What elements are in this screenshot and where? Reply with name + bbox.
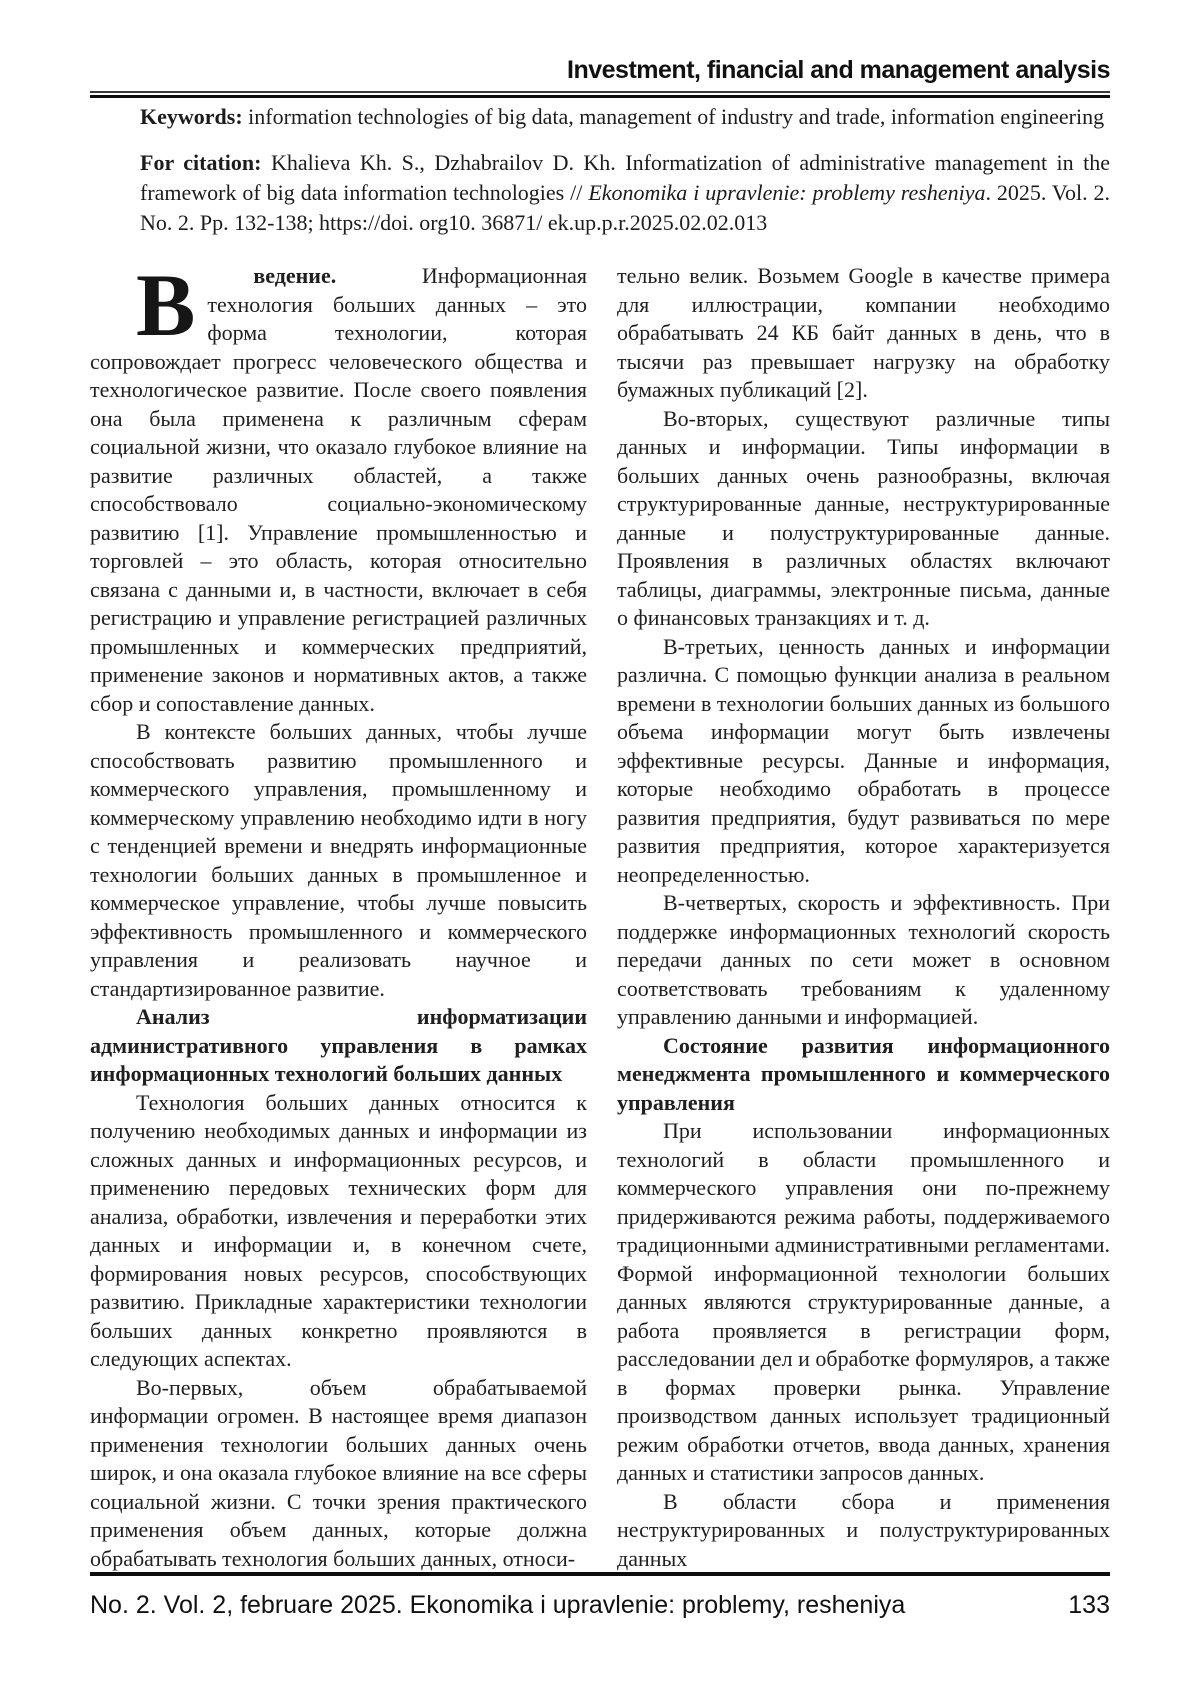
front-matter <box>90 102 1110 238</box>
intro-lead-word: ведение. <box>253 263 337 288</box>
page-number: 133 <box>1068 1591 1110 1619</box>
body-paragraph: В области сбора и применения неструктурированных и полуструктурированных данных <box>617 1488 1110 1571</box>
section-heading-state: Состояние развития информационного менеджмента промышленного и коммерческого управления <box>617 1032 1110 1115</box>
body-paragraph: Во-первых, объем обрабатываемой информации огромен. В настоящее время диапазон применения технологии больших данных очень широк, и она оказала глубокое влияние на все сферы социальной жизни. С точки зрения практического применения объем данных, которые должна обрабатывать технология больших данных, относи- <box>90 1374 587 1571</box>
body-paragraph: Во-вторых, существуют различные типы данных и информации. Типы информации в больших данных очень разнообразны, включая структурированные данные, неструктурированные данные и полуструктурированные данные. Проявления в различных областях включают таблицы, диаграммы, электронные письма, данные о финансовых транзакциях и т. д. <box>617 405 1110 630</box>
body-paragraph: В контексте больших данных, чтобы лучше способствовать развитию промышленного и коммерческого управления, промышленному и коммерческому управлению необходимо идти в ногу с тенденцией времени и внедрять информационные технологии больших данных в промышленное и коммерческое управление, чтобы лучше повысить эффективность промышленного и коммерческого управления и реализовать научное и стандартизированное развитие. <box>90 719 587 1001</box>
citation-label: For citation: <box>140 150 262 175</box>
body-paragraph: В-четвертых, скорость и эффективность. При поддержке информационных технологий скорость передачи данных по сети может в основном соответствовать требованиям к удаленному управлению данными и информацией. <box>617 890 1110 1029</box>
left-column <box>90 257 587 1573</box>
footer-rule <box>90 1572 1110 1576</box>
citation-text-end: . 2025. Vol. 2. No. 2. Pp. 132-138; https://doi. org10. 36871/ ek.up.p.r.2025.02.02.013 <box>140 180 1110 235</box>
page-footer <box>90 1591 1110 1620</box>
footer-journal-line: No. 2. Vol. 2, februare 2025. Ekonomika i upravlenie: problemy, resheniya <box>90 1591 906 1619</box>
body-paragraph: Технология больших данных относится к получению необходимых данных и информации из сложных данных и информационных ресурсов, и применению передовых технических форм для анализа, обработки, извлечения и переработки этих данных и информации и, в конечном счете, формирования новых ресурсов, способствующих развитию. Прикладные характеристики технологии больших данных конкретно проявляются в следующих аспектах. <box>90 1089 587 1371</box>
citation-paragraph <box>140 148 1110 238</box>
citation-journal-title: Ekonomika i upravlenie: problemy resheniya <box>588 180 986 205</box>
section-heading-analysis: Анализ информатизации административного управления в рамках информационных технологий больших данных <box>90 1004 587 1086</box>
intro-paragraph <box>90 257 587 718</box>
intro-text: Информационная технология больших данных – это форма технологии, которая сопровождает прогресс человеческого общества и технологическое развитие. После своего появления она была применена к различным сферам социальной жизни, что оказало глубокое влияние на развитие различных областей, а также способствовало социально-экономическому развитию [1]. Управление промышленностью и торговлей – это область, которая относительно связана с данными и, в частности, включает в себя регистрацию и управление регистрацией различных промышленных и коммерческих предприятий, применение законов и нормативных актов, а также сбор и сопоставление данных. <box>90 263 587 716</box>
drop-cap: В <box>136 257 196 355</box>
citation-text-start: Khalieva Kh. S., Dzhabrailov D. Kh. Informatization of administrative management in the framework of big data information technologies // <box>140 150 1111 205</box>
keywords-paragraph <box>90 102 1110 132</box>
header-rule <box>90 91 1110 98</box>
right-column <box>617 262 1110 1573</box>
body-paragraph: При использовании информационных технологий в области промышленного и коммерческого управления они по-прежнему придерживаются режима работы, поддерживаемого традиционными административными регламентами. Формой информационной технологии больших данных являются структурированные данные, а работа проявляется в регистрации форм, расследовании дел и обработке формуляров, а также в формах проверки рынка. Управление производством данных использует традиционный режим обработки отчетов, ввода данных, хранения данных и статистики запросов данных. <box>617 1118 1110 1485</box>
keywords-text: information technologies of big data, management of industry and trade, information engineering <box>242 104 1105 129</box>
running-title: Investment, financial and management analysis <box>567 56 1110 84</box>
body-paragraph: В-третьих, ценность данных и информации различна. С помощью функции анализа в реальном времени в технологии больших данных из большого объема информации могут быть извлечены эффективные ресурсы. Данные и информация, которые необходимо обработать в процессе развития предприятия, будут развиваться по мере развития предприятия, которое характеризуется неопределенностью. <box>617 633 1110 887</box>
body-paragraph-continued: тельно велик. Возьмем Google в качестве примера для иллюстрации, компании необходимо обрабатывать 24 КБ байт данных в день, что в тысячи раз превышает нагрузку на обработку бумажных публикаций [2]. <box>617 263 1110 402</box>
keywords-label: Keywords: <box>140 104 243 129</box>
